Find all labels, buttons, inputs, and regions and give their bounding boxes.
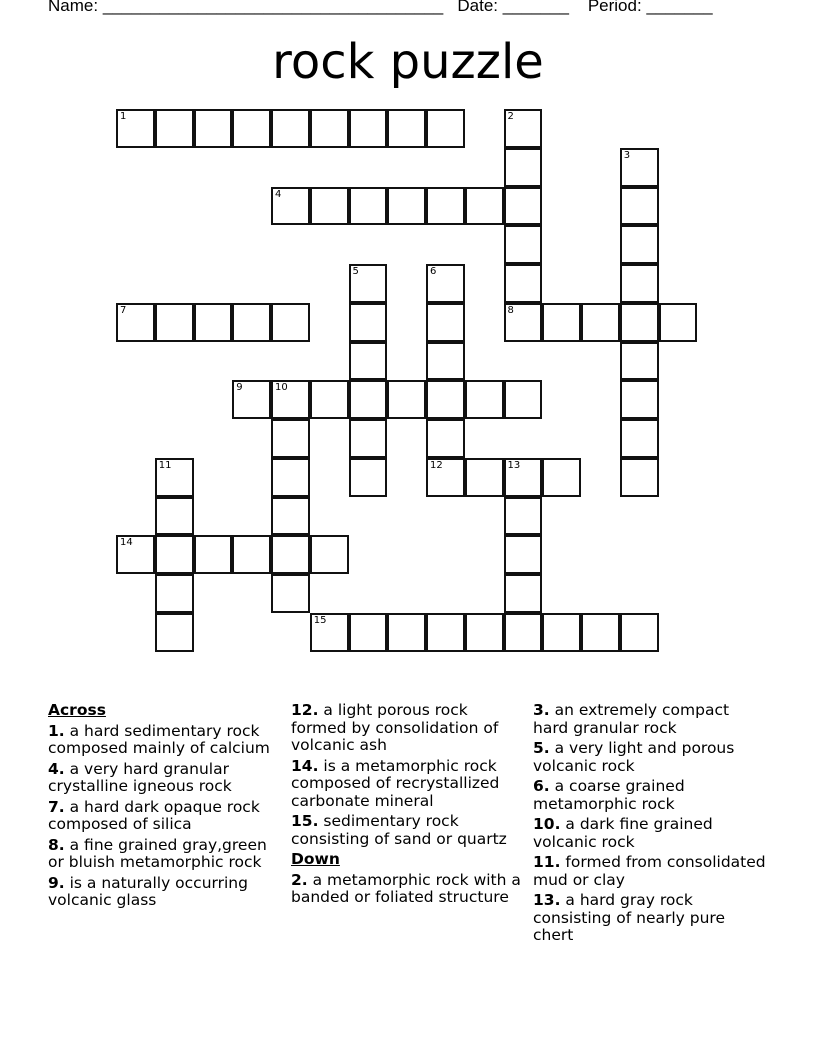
grid-cell[interactable] [310, 380, 349, 419]
grid-cell[interactable] [620, 419, 659, 458]
clue-down-6: 6. a coarse grained metamorphic rock [533, 777, 685, 813]
grid-cell[interactable] [349, 613, 388, 652]
clue-number: 9 [236, 382, 243, 394]
grid-cell[interactable] [504, 303, 543, 342]
grid-cell[interactable] [426, 458, 465, 497]
grid-cell[interactable] [504, 535, 543, 574]
clue-number: 11 [158, 459, 172, 471]
grid-cell[interactable] [116, 109, 155, 148]
grid-cell[interactable] [465, 380, 504, 419]
clue-number: 7 [120, 304, 127, 316]
clue-number: 3 [623, 149, 631, 161]
grid-cell[interactable] [620, 264, 659, 303]
grid-cell[interactable] [504, 264, 543, 303]
clues-column-2 [291, 702, 526, 910]
clue-number: 12 [430, 459, 443, 471]
name-blank[interactable]: ____________________________________ [102, 0, 444, 15]
clue-across-12: 12. a light porous rock formed by consolidation of volcanic ash [291, 701, 499, 754]
clue-across-8: 8. a fine grained gray,green or bluish metamorphic rock [48, 835, 267, 871]
grid-cell[interactable] [620, 342, 659, 381]
clue-number: 2 [507, 111, 514, 122]
grid-cell[interactable] [349, 342, 388, 381]
grid-cell[interactable] [349, 458, 388, 497]
grid-cell[interactable] [310, 535, 349, 574]
clue-down-3: 3. an extremely compact hard granular rock [533, 701, 730, 737]
grid-cell[interactable] [581, 303, 620, 342]
grid-cell[interactable] [271, 303, 310, 342]
date-label: Date: [457, 0, 498, 15]
grid-cell[interactable] [504, 574, 543, 613]
name-label: Name: [48, 0, 99, 15]
grid-cell[interactable] [271, 574, 310, 613]
grid-cell[interactable] [542, 458, 581, 497]
grid-cell[interactable] [155, 613, 194, 652]
clue-across-15: 15. sedimentary rock consisting of sand or quartz [291, 812, 507, 848]
grid-cell[interactable] [116, 535, 155, 574]
grid-cell[interactable] [542, 613, 581, 652]
grid-cell[interactable] [387, 613, 426, 652]
grid-cell[interactable] [620, 303, 659, 342]
period-blank[interactable]: _______ [646, 0, 713, 15]
grid-cell[interactable] [349, 187, 388, 226]
grid-cell[interactable] [349, 264, 388, 303]
clue-number: 13 [507, 459, 521, 471]
grid-cell[interactable] [426, 264, 465, 303]
grid-cell[interactable] [426, 380, 465, 419]
grid-cell[interactable] [232, 109, 271, 148]
grid-cell[interactable] [232, 535, 271, 574]
grid-cell[interactable] [659, 303, 698, 342]
grid-cell[interactable] [504, 380, 543, 419]
grid-cell[interactable] [504, 613, 543, 652]
grid-cell[interactable] [271, 419, 310, 458]
grid-cell[interactable] [426, 419, 465, 458]
grid-cell[interactable] [581, 613, 620, 652]
grid-cell[interactable] [504, 458, 543, 497]
clue-down-10: 10. a dark fine grained volcanic rock [533, 815, 713, 851]
grid-cell[interactable] [465, 458, 504, 497]
clue-number: 14 [120, 537, 133, 549]
date-blank[interactable]: _______ [502, 0, 569, 15]
grid-cell[interactable] [426, 613, 465, 652]
clue-down-13: 13. a hard gray rock consisting of nearly pure chert [533, 891, 725, 944]
grid-cell[interactable] [232, 303, 271, 342]
grid-cell[interactable] [271, 380, 310, 419]
grid-cell[interactable] [387, 380, 426, 419]
grid-cell[interactable] [271, 187, 310, 226]
grid-cell[interactable] [620, 458, 659, 497]
clue-down-11: 11. formed from consolidated mud or clay [533, 853, 766, 889]
down-heading: Down [291, 850, 340, 868]
clue-across-1: 1. a hard sedimentary rock composed mainly of calcium [48, 721, 270, 757]
grid-cell[interactable] [155, 497, 194, 536]
grid-cell[interactable] [194, 535, 233, 574]
clue-number: 6 [430, 266, 437, 277]
clue-number: 1 [120, 111, 127, 122]
grid-cell[interactable] [504, 497, 543, 536]
clue-across-9: 9. is a naturally occurring volcanic glass [48, 873, 248, 909]
grid-cell[interactable] [620, 225, 659, 264]
grid-cell[interactable] [426, 187, 465, 226]
clue-across-7: 7. a hard dark opaque rock composed of silica [48, 797, 260, 833]
clue-number: 5 [352, 266, 359, 277]
grid-cell[interactable] [155, 109, 194, 148]
grid-cell[interactable] [310, 187, 349, 226]
grid-cell[interactable] [349, 303, 388, 342]
grid-cell[interactable] [271, 109, 310, 148]
clue-number: 4 [275, 188, 282, 200]
grid-cell[interactable] [194, 303, 233, 342]
grid-cell[interactable] [620, 187, 659, 226]
grid-cell[interactable] [310, 109, 349, 148]
grid-cell[interactable] [426, 109, 465, 148]
grid-cell[interactable] [155, 574, 194, 613]
grid-cell[interactable] [620, 380, 659, 419]
clue-number: 15 [313, 614, 327, 626]
clue-number: 8 [507, 304, 514, 316]
grid-cell[interactable] [426, 303, 465, 342]
grid-cell[interactable] [155, 458, 194, 497]
grid-cell[interactable] [465, 187, 504, 226]
period-label: Period: [587, 0, 642, 15]
grid-cell[interactable] [387, 187, 426, 226]
grid-cell[interactable] [542, 303, 581, 342]
grid-cell[interactable] [387, 109, 426, 148]
clues-column-1 [48, 702, 283, 913]
clue-across-14: 14. is a metamorphic rock composed of recrystallized carbonate mineral [291, 756, 500, 810]
grid-cell[interactable] [271, 458, 310, 497]
clues-column-3 [533, 702, 768, 948]
grid-cell[interactable] [232, 380, 271, 419]
puzzle-title: rock puzzle [272, 34, 544, 90]
grid-cell[interactable] [271, 535, 310, 574]
grid-cell[interactable] [504, 148, 543, 187]
grid-cell[interactable] [504, 187, 543, 226]
grid-cell[interactable] [271, 497, 310, 536]
grid-cell[interactable] [504, 225, 543, 264]
grid-cell[interactable] [504, 109, 543, 148]
clue-across-4: 4. a very hard granular crystalline igneous rock [48, 759, 232, 795]
grid-cell[interactable] [620, 613, 659, 652]
clue-down-5: 5. a very light and porous volcanic rock [533, 739, 735, 775]
grid-cell[interactable] [426, 342, 465, 381]
grid-cell[interactable] [155, 535, 194, 574]
grid-cell[interactable] [465, 613, 504, 652]
grid-cell[interactable] [349, 419, 388, 458]
grid-cell[interactable] [194, 109, 233, 148]
clue-number: 10 [275, 382, 288, 394]
grid-cell[interactable] [310, 613, 349, 652]
grid-cell[interactable] [349, 380, 388, 419]
grid-cell[interactable] [349, 109, 388, 148]
grid-cell[interactable] [116, 303, 155, 342]
clue-down-2: 2. a metamorphic rock with a banded or foliated structure [291, 870, 521, 906]
across-heading: Across [48, 701, 106, 719]
grid-cell[interactable] [155, 303, 194, 342]
grid-cell[interactable] [620, 148, 659, 187]
